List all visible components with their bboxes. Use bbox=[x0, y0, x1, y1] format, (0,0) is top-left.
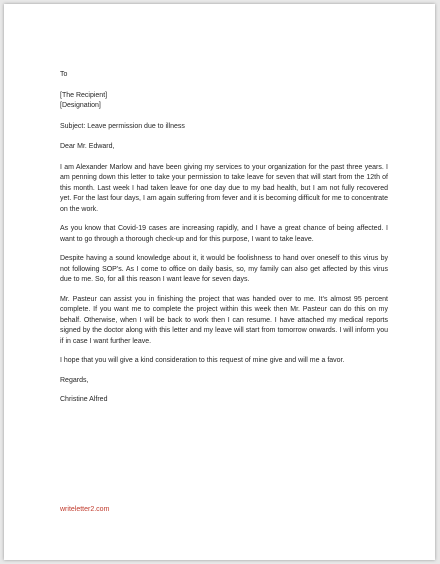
closing: Regards, bbox=[60, 376, 89, 384]
document-page bbox=[4, 4, 435, 560]
body-paragraph-2: As you know that Covid-19 cases are increasing rapidly, and I have a great chance of being affected. I want to go through a thorough check-up and for this purpose, I want to take leave. bbox=[60, 225, 388, 243]
recipient-block bbox=[60, 91, 388, 112]
recipient-designation: [Designation] bbox=[60, 102, 101, 109]
body-paragraph-3: Despite having a sound knowledge about it, it would be foolishness to hand over oneself to this virus by not following SOP’s. As I come to office on daily basis, so, my family can also get affected by this virus due to me. So, for all this reason I want leave for seven days. bbox=[60, 255, 388, 283]
to-line: To bbox=[60, 71, 68, 78]
body-paragraph-1: I am Alexander Marlow and have been giving my services to your organization for the past three years. I am penning down this letter to take your permission to take leave for seven that will start from the 12th of this month. Last week I had taken leave for one day due to my bad health, but I am not fully recovered yet. For the last four days, I am again suffering from fever and it is becoming difficult for me to concentrate on the work. bbox=[60, 163, 388, 213]
site-watermark: writeletter2.com bbox=[60, 506, 110, 513]
salutation: Dear Mr. Edward, bbox=[60, 143, 115, 150]
recipient-name: [The Recipient] bbox=[60, 91, 108, 99]
letter-body bbox=[60, 70, 388, 406]
signature-name: Christine Alfred bbox=[60, 396, 108, 403]
subject-line: Subject: Leave permission due to illness bbox=[60, 122, 185, 130]
body-paragraph-5: I hope that you will give a kind consideration to this request of mine give and will me a favor. bbox=[60, 357, 345, 364]
body-paragraph-4: Mr. Pasteur can assist you in finishing the project that was handed over to me. It’s almost 95 percent complete. If you want me to complete the project within this week then Mr. Pasteur can do this on my behalf. Otherwise, when I will be back to work then I can resume. I have attached my medical reports signed by the doctor along with this letter and my leave will start from tomorrow onwards. I will inform you if in case I want further leave. bbox=[60, 295, 388, 345]
